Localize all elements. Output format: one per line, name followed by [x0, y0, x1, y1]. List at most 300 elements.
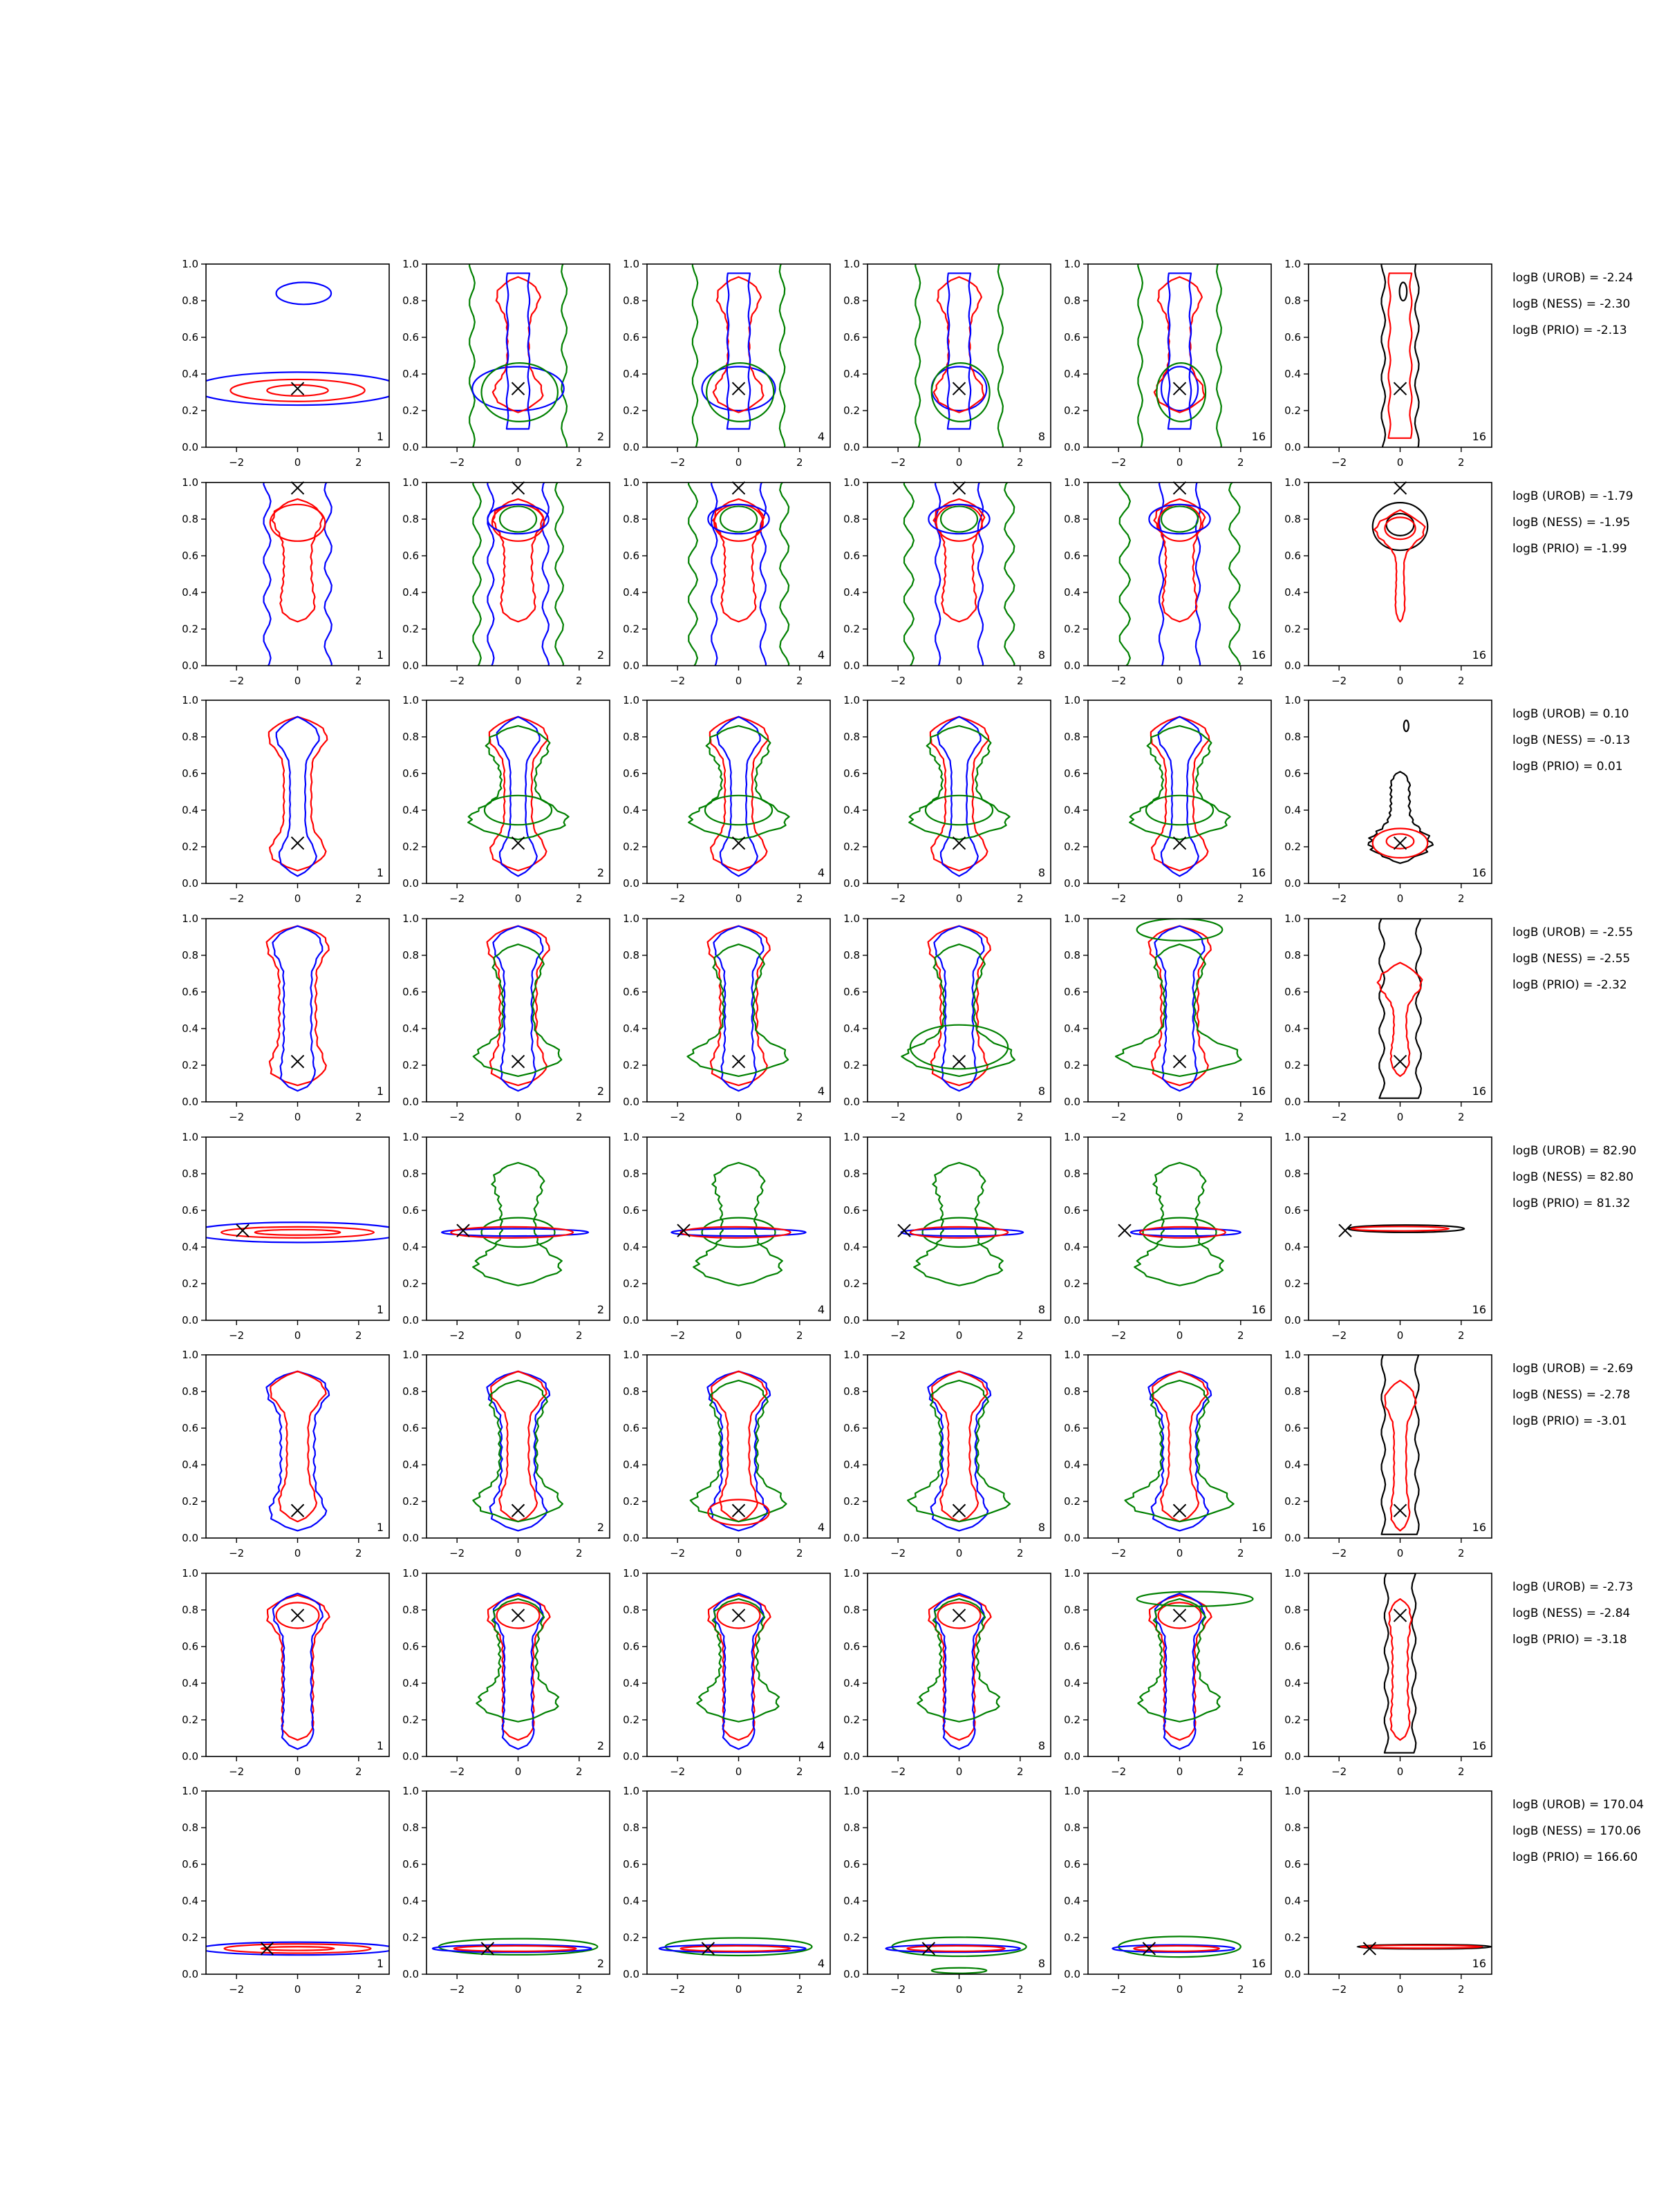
y-tick-label: 0.6	[1284, 331, 1301, 344]
x-tick-label: 2	[355, 1547, 362, 1559]
subplot-axes	[843, 694, 1051, 905]
y-tick-label: 0.2	[1284, 623, 1301, 635]
subplot-axes	[1064, 694, 1271, 905]
contour-line	[1138, 255, 1221, 457]
truth-marker	[733, 1504, 745, 1517]
logb-annotation: logB (PRIO) = -1.99	[1512, 542, 1627, 556]
y-tick-label: 0.6	[843, 767, 860, 780]
contour-group	[693, 255, 785, 457]
y-tick-label: 0.2	[182, 1059, 198, 1071]
y-tick-label: 0.8	[182, 731, 198, 743]
x-tick-label: 0	[294, 1111, 301, 1123]
subplot-axes	[182, 258, 402, 469]
panel-iteration-label: 4	[817, 1957, 825, 1970]
logb-annotation: logB (UROB) = -2.55	[1512, 926, 1633, 939]
panel-iteration-label: 2	[597, 1303, 604, 1316]
y-tick-label: 0.0	[843, 877, 860, 890]
x-tick-label: 0	[294, 1765, 301, 1778]
y-tick-label: 0.2	[1064, 1714, 1080, 1726]
subplot-axes	[843, 1131, 1051, 1342]
x-tick-label: −2	[1331, 675, 1347, 687]
y-tick-label: 0.8	[182, 1604, 198, 1616]
truth-marker	[953, 1056, 966, 1068]
x-tick-label: −2	[1111, 456, 1127, 469]
y-tick-label: 1.0	[1064, 476, 1080, 489]
y-tick-label: 0.8	[402, 513, 419, 525]
panel-iteration-label: 16	[1472, 1303, 1486, 1316]
panel-iteration-label: 8	[1038, 1303, 1045, 1316]
contour-line	[928, 1371, 991, 1531]
x-tick-label: 2	[1237, 675, 1244, 687]
axes-frame	[206, 482, 389, 666]
panel-iteration-label: 8	[1038, 1521, 1045, 1534]
y-tick-label: 0.8	[1284, 731, 1301, 743]
x-tick-label: 2	[796, 1547, 803, 1559]
x-tick-label: −2	[449, 675, 465, 687]
y-tick-label: 0.0	[843, 1314, 860, 1327]
y-tick-label: 0.0	[1064, 659, 1080, 672]
contour-line	[1146, 796, 1213, 825]
y-tick-label: 0.4	[182, 804, 198, 816]
contour-line	[1368, 771, 1433, 863]
panel-iteration-label: 16	[1251, 1957, 1266, 1970]
x-tick-label: −2	[229, 456, 245, 469]
x-tick-label: 2	[1017, 892, 1024, 905]
x-tick-label: 2	[576, 1765, 583, 1778]
y-tick-label: 0.6	[1064, 1640, 1080, 1653]
y-tick-label: 0.4	[623, 1459, 639, 1471]
panel-iteration-label: 16	[1472, 648, 1486, 662]
y-tick-label: 0.6	[623, 986, 639, 998]
y-tick-label: 0.2	[1284, 1277, 1301, 1290]
x-tick-label: −2	[449, 1329, 465, 1342]
axes-frame	[427, 482, 610, 666]
contour-line	[1125, 1380, 1234, 1521]
y-tick-label: 0.0	[1064, 877, 1080, 890]
y-tick-label: 0.8	[843, 513, 860, 525]
y-tick-label: 0.4	[1284, 1459, 1301, 1471]
y-tick-label: 0.8	[182, 1168, 198, 1180]
subplot-axes	[1064, 1567, 1271, 1778]
y-tick-label: 0.8	[402, 1168, 419, 1180]
x-tick-label: 0	[1396, 1329, 1404, 1342]
subplot-axes	[182, 912, 389, 1123]
x-tick-label: 2	[576, 456, 583, 469]
y-tick-label: 0.2	[402, 623, 419, 635]
y-tick-label: 0.6	[623, 550, 639, 562]
y-tick-label: 0.6	[623, 1640, 639, 1653]
contour-line	[1404, 720, 1409, 731]
x-tick-label: −2	[670, 1765, 686, 1778]
y-tick-label: 0.4	[1064, 1459, 1080, 1471]
x-tick-label: 0	[514, 1547, 522, 1559]
contour-line	[473, 1380, 563, 1521]
y-tick-label: 1.0	[843, 1131, 860, 1143]
y-tick-label: 0.4	[182, 1241, 198, 1253]
y-tick-label: 0.6	[1284, 1858, 1301, 1871]
y-tick-label: 0.0	[623, 1750, 639, 1763]
truth-marker	[292, 837, 304, 850]
subplot-axes	[1284, 1567, 1492, 1778]
y-tick-label: 0.4	[843, 1241, 860, 1253]
subplot-axes	[623, 474, 830, 687]
y-tick-label: 0.8	[1064, 513, 1080, 525]
y-tick-label: 0.6	[623, 1204, 639, 1217]
logb-annotation: logB (UROB) = 82.90	[1512, 1144, 1637, 1158]
contour-group	[263, 474, 331, 675]
contour-group	[1137, 1592, 1253, 1750]
x-tick-label: −2	[1331, 1329, 1347, 1342]
contour-line	[454, 1946, 577, 1951]
panel-iteration-label: 1	[376, 1085, 384, 1098]
contour-group	[473, 1371, 563, 1531]
x-tick-label: 2	[1237, 1765, 1244, 1778]
x-tick-label: 0	[294, 892, 301, 905]
contour-group	[433, 1939, 598, 1955]
logb-annotation: logB (PRIO) = -2.32	[1512, 978, 1627, 992]
y-tick-label: 0.8	[182, 1385, 198, 1398]
y-tick-label: 0.0	[1284, 1532, 1301, 1544]
y-tick-label: 0.4	[402, 1895, 419, 1907]
panel-iteration-label: 4	[817, 1521, 825, 1534]
truth-marker	[733, 482, 745, 494]
contour-line	[706, 363, 774, 422]
truth-marker	[702, 1942, 714, 1955]
y-tick-label: 0.4	[182, 586, 198, 599]
x-tick-label: −2	[229, 1765, 245, 1778]
y-tick-label: 1.0	[182, 476, 198, 489]
contour-group	[266, 1371, 329, 1531]
y-tick-label: 0.8	[843, 1385, 860, 1398]
y-tick-label: 0.4	[1064, 368, 1080, 380]
contour-group	[1120, 474, 1240, 675]
subplot-axes	[1284, 1785, 1492, 1996]
x-tick-label: 2	[355, 1983, 362, 1996]
truth-marker	[1174, 1609, 1186, 1622]
contour-group	[1116, 919, 1241, 1091]
y-tick-label: 0.6	[402, 550, 419, 562]
x-tick-label: −2	[670, 675, 686, 687]
y-tick-label: 1.0	[1284, 694, 1301, 706]
axes-frame	[206, 700, 389, 883]
contour-group	[1373, 503, 1428, 621]
y-tick-label: 0.2	[402, 841, 419, 853]
y-tick-label: 0.8	[843, 1604, 860, 1616]
y-tick-label: 0.0	[843, 1532, 860, 1544]
y-tick-label: 0.6	[182, 767, 198, 780]
subplot-axes	[402, 694, 610, 905]
y-tick-label: 0.4	[1284, 586, 1301, 599]
y-tick-label: 0.4	[623, 586, 639, 599]
contour-line	[1379, 919, 1421, 1098]
y-tick-label: 0.6	[182, 331, 198, 344]
panel-iteration-label: 1	[376, 1303, 384, 1316]
axes-frame	[868, 700, 1051, 883]
y-tick-label: 0.6	[182, 986, 198, 998]
subplot-axes	[1284, 912, 1492, 1123]
panel-iteration-label: 16	[1251, 866, 1266, 879]
axes-frame	[427, 700, 610, 883]
y-tick-label: 0.8	[182, 1821, 198, 1834]
x-tick-label: 2	[355, 1329, 362, 1342]
truth-marker	[1394, 1504, 1407, 1517]
y-tick-label: 1.0	[623, 1785, 639, 1797]
y-tick-label: 1.0	[1064, 1567, 1080, 1580]
x-tick-label: −2	[449, 1983, 465, 1996]
y-tick-label: 0.8	[843, 1821, 860, 1834]
x-tick-label: 2	[1237, 1329, 1244, 1342]
y-tick-label: 0.8	[1284, 1385, 1301, 1398]
y-tick-label: 0.6	[623, 767, 639, 780]
x-tick-label: 2	[1237, 1983, 1244, 1996]
contour-line	[1137, 919, 1223, 941]
y-tick-label: 0.2	[843, 1059, 860, 1071]
y-tick-label: 0.4	[623, 1241, 639, 1253]
y-tick-label: 0.2	[402, 1277, 419, 1290]
contour-group	[1125, 1371, 1234, 1531]
x-tick-label: 2	[1458, 675, 1465, 687]
figure-row	[182, 255, 1633, 469]
y-tick-label: 1.0	[1284, 1131, 1301, 1143]
truth-marker	[1394, 482, 1407, 494]
y-tick-label: 0.4	[843, 1459, 860, 1471]
y-tick-label: 1.0	[623, 476, 639, 489]
contour-group	[671, 1163, 805, 1286]
y-tick-label: 1.0	[1064, 1349, 1080, 1361]
y-tick-label: 0.4	[843, 1677, 860, 1689]
subplot-axes	[623, 1785, 830, 1996]
x-tick-label: 0	[1176, 456, 1183, 469]
contour-line	[482, 1218, 555, 1247]
y-tick-label: 0.2	[402, 1059, 419, 1071]
axes-frame	[1088, 700, 1271, 883]
x-tick-label: 0	[735, 1765, 742, 1778]
y-tick-label: 0.2	[182, 623, 198, 635]
y-tick-label: 1.0	[402, 694, 419, 706]
x-tick-label: 2	[1017, 1111, 1024, 1123]
y-tick-label: 0.0	[1064, 1096, 1080, 1108]
panel-iteration-label: 4	[817, 1739, 825, 1752]
logb-annotation: logB (UROB) = 0.10	[1512, 707, 1629, 721]
x-tick-label: 0	[514, 1983, 522, 1996]
y-tick-label: 0.6	[843, 1422, 860, 1434]
y-tick-label: 0.0	[182, 1750, 198, 1763]
y-tick-label: 0.0	[623, 441, 639, 453]
x-tick-label: −2	[890, 675, 906, 687]
x-tick-label: 2	[576, 1111, 583, 1123]
y-tick-label: 0.4	[182, 1677, 198, 1689]
panel-iteration-label: 1	[376, 430, 384, 443]
contour-line	[941, 506, 977, 532]
contour-line	[932, 1968, 987, 1974]
contour-line	[1382, 1355, 1419, 1535]
y-tick-label: 0.4	[1284, 804, 1301, 816]
figure-row	[182, 912, 1633, 1123]
axes-frame	[1088, 482, 1271, 666]
y-tick-label: 0.0	[182, 1314, 198, 1327]
truth-marker	[1118, 1224, 1131, 1237]
y-tick-label: 0.2	[1064, 1495, 1080, 1508]
contour-group	[1130, 717, 1230, 877]
contour-group	[886, 1937, 1027, 1973]
subplot-axes	[623, 1567, 830, 1778]
y-tick-label: 1.0	[402, 1349, 419, 1361]
y-tick-label: 1.0	[843, 258, 860, 270]
axes-frame	[427, 264, 610, 447]
x-tick-label: −2	[1111, 675, 1127, 687]
y-tick-label: 0.4	[402, 1241, 419, 1253]
panel-iteration-label: 16	[1251, 1085, 1266, 1098]
contour-line	[272, 926, 322, 1091]
y-tick-label: 0.4	[623, 1677, 639, 1689]
contour-line	[469, 255, 567, 457]
contour-line	[720, 506, 757, 532]
contour-line	[266, 1371, 329, 1531]
y-tick-label: 0.0	[843, 441, 860, 453]
contour-line	[693, 255, 785, 457]
panel-iteration-label: 4	[817, 866, 825, 879]
panel-iteration-label: 4	[817, 430, 825, 443]
axes-frame	[868, 264, 1051, 447]
contour-line	[1387, 834, 1414, 848]
y-tick-label: 1.0	[182, 258, 198, 270]
contour-group	[474, 926, 562, 1091]
y-tick-label: 0.2	[402, 1495, 419, 1508]
figure-row	[182, 1785, 1644, 1996]
x-tick-label: 0	[1176, 1547, 1183, 1559]
y-tick-label: 1.0	[623, 258, 639, 270]
y-tick-label: 0.2	[623, 1277, 639, 1290]
y-tick-label: 0.0	[843, 659, 860, 672]
panel-iteration-label: 8	[1038, 648, 1045, 662]
y-tick-label: 0.6	[623, 331, 639, 344]
y-tick-label: 0.4	[402, 804, 419, 816]
subplot-axes	[843, 474, 1051, 687]
y-tick-label: 0.8	[182, 513, 198, 525]
y-tick-label: 0.4	[182, 1459, 198, 1471]
x-tick-label: 0	[294, 675, 301, 687]
contour-line	[711, 474, 766, 675]
y-tick-label: 0.2	[843, 1277, 860, 1290]
x-tick-label: −2	[890, 1329, 906, 1342]
x-tick-label: −2	[1331, 456, 1347, 469]
y-tick-label: 0.8	[623, 513, 639, 525]
contour-line	[688, 474, 789, 675]
x-tick-label: 0	[1396, 675, 1404, 687]
y-tick-label: 0.8	[843, 949, 860, 962]
panel-iteration-label: 16	[1472, 866, 1486, 879]
y-tick-label: 0.0	[1284, 1750, 1301, 1763]
x-tick-label: 0	[294, 456, 301, 469]
truth-marker	[733, 1609, 745, 1622]
panel-iteration-label: 16	[1251, 1303, 1266, 1316]
x-tick-label: −2	[1111, 1765, 1127, 1778]
y-tick-label: 0.8	[1284, 513, 1301, 525]
x-tick-label: 2	[1237, 1111, 1244, 1123]
x-tick-label: 0	[735, 1111, 742, 1123]
axes-frame	[1088, 264, 1271, 447]
y-tick-label: 0.4	[623, 804, 639, 816]
logb-annotation: logB (UROB) = 170.04	[1512, 1798, 1644, 1812]
y-tick-label: 1.0	[182, 1785, 198, 1797]
contour-group	[1382, 255, 1419, 451]
x-tick-label: 0	[735, 1547, 742, 1559]
axes-frame	[1309, 1791, 1492, 1974]
panel-iteration-label: 1	[376, 1739, 384, 1752]
x-tick-label: 0	[1176, 1983, 1183, 1996]
contour-line	[1143, 1218, 1217, 1247]
contour-group	[1385, 1573, 1416, 1753]
y-tick-label: 0.4	[1064, 1895, 1080, 1907]
y-tick-label: 0.4	[843, 586, 860, 599]
subplot-axes	[1284, 1131, 1492, 1342]
x-tick-label: 0	[294, 1329, 301, 1342]
contour-line	[487, 474, 549, 675]
contour-line	[681, 1946, 791, 1951]
panel-iteration-label: 4	[817, 648, 825, 662]
panel-iteration-label: 8	[1038, 1085, 1045, 1098]
axes-frame	[647, 1573, 830, 1756]
x-tick-label: −2	[1111, 1329, 1127, 1342]
y-tick-label: 0.0	[1284, 1314, 1301, 1327]
y-tick-label: 0.4	[1064, 804, 1080, 816]
y-tick-label: 1.0	[402, 258, 419, 270]
y-tick-label: 0.6	[1064, 986, 1080, 998]
y-tick-label: 0.4	[1064, 1022, 1080, 1035]
panel-iteration-label: 16	[1251, 648, 1266, 662]
x-tick-label: 0	[294, 1547, 301, 1559]
y-tick-label: 1.0	[1064, 1131, 1080, 1143]
x-tick-label: 2	[1458, 1765, 1465, 1778]
contour-line	[263, 474, 331, 675]
truth-marker	[481, 1942, 494, 1955]
x-tick-label: −2	[1111, 892, 1127, 905]
x-tick-label: 2	[1458, 1547, 1465, 1559]
contour-line	[1374, 510, 1425, 622]
contour-line	[487, 1371, 550, 1531]
panel-iteration-label: 2	[597, 1085, 604, 1098]
y-tick-label: 0.0	[623, 877, 639, 890]
x-tick-label: 2	[576, 892, 583, 905]
y-tick-label: 0.0	[1284, 659, 1301, 672]
truth-marker	[292, 1609, 304, 1622]
subplot-axes	[623, 694, 830, 905]
x-tick-label: 2	[796, 1983, 803, 1996]
contour-line	[1130, 726, 1230, 839]
panel-iteration-label: 4	[817, 1085, 825, 1098]
y-tick-label: 0.0	[182, 1968, 198, 1980]
contour-line	[714, 1593, 764, 1749]
x-tick-label: 2	[1458, 1983, 1465, 1996]
x-tick-label: 2	[1017, 1983, 1024, 1996]
subplot-axes	[402, 255, 610, 469]
truth-marker	[512, 1056, 525, 1068]
subplot-axes	[1064, 1785, 1271, 1996]
y-tick-label: 0.8	[1284, 1604, 1301, 1616]
panel-iteration-label: 16	[1472, 430, 1486, 443]
y-tick-label: 0.4	[1064, 586, 1080, 599]
x-tick-label: 0	[514, 1111, 522, 1123]
y-tick-label: 0.2	[1284, 1495, 1301, 1508]
contour-group	[901, 1163, 1024, 1286]
subplot-axes	[182, 1567, 389, 1778]
y-tick-label: 1.0	[402, 1567, 419, 1580]
y-tick-label: 0.0	[182, 1096, 198, 1108]
y-tick-label: 0.0	[1064, 1968, 1080, 1980]
subplot-axes	[402, 1567, 610, 1778]
x-tick-label: −2	[229, 1111, 245, 1123]
x-tick-label: −2	[890, 1983, 906, 1996]
